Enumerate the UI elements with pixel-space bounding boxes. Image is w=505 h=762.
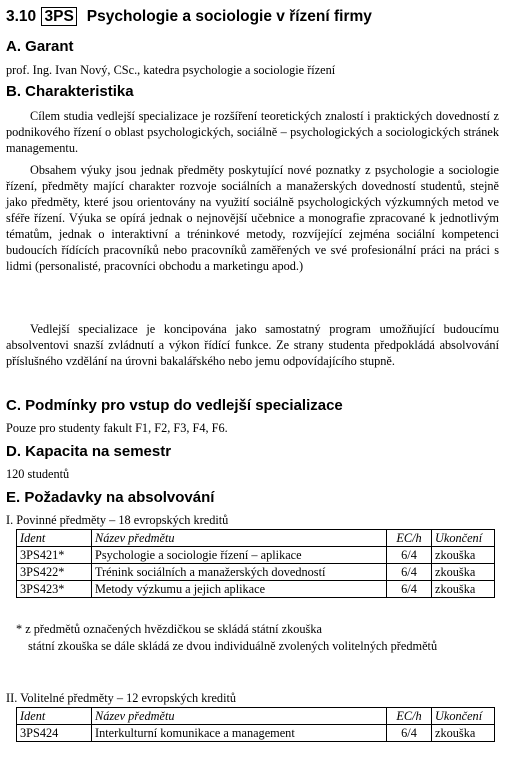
column-header-ech: EC/h — [387, 708, 432, 725]
heading-kapacita: D. Kapacita na semestr — [6, 443, 172, 460]
row-end: zkouška — [432, 581, 495, 598]
mandatory-subjects-table — [16, 529, 495, 598]
row-end: zkouška — [432, 547, 495, 564]
row-ech: 6/4 — [387, 547, 432, 564]
column-header-ech: EC/h — [387, 530, 432, 547]
row-ident: 3PS422* — [17, 564, 92, 581]
heading-pozadavky: E. Požadavky na absolvování — [6, 489, 215, 506]
row-name: Metody výzkumu a jejich aplikace — [92, 581, 387, 598]
column-header-ident: Ident — [17, 530, 92, 547]
row-name: Psychologie a sociologie řízení – aplikace — [92, 547, 387, 564]
table-header-row — [17, 530, 495, 547]
column-header-end: Ukončení — [432, 530, 495, 547]
state-exam-note: * z předmětů označených hvězdičkou se skládá státní zkouška — [16, 622, 322, 636]
charakteristika-paragraph-1: Cílem studia vedlejší specializace je rozšíření teoretických znalostí i praktických dovedností z podnikového řízení o oblast psychologických, sociálně – psychologických a sociologických stránek managementu. — [6, 109, 499, 155]
table-header-row — [17, 708, 495, 725]
kapacita-text: 120 studentů — [6, 467, 70, 481]
column-header-name: Název předmětu — [92, 708, 387, 725]
row-ech: 6/4 — [387, 725, 432, 742]
table-row — [17, 725, 495, 742]
row-name: Trénink sociálních a manažerských dovedností — [92, 564, 387, 581]
table-row — [17, 547, 495, 564]
specialization-title: Psychologie a sociologie v řízení firmy — [86, 8, 372, 25]
column-header-name: Název předmětu — [92, 530, 387, 547]
charakteristika-paragraph-3: Vedlejší specializace je koncipována jako samostatný program umožňující budoucímu absolventovi snazší zvládnutí a výkon řídící funkce. Ze strany studenta předpokládá absolvování příslušného vzdělání na úrovni bakalářského nebo jemu odpovídajícího stupně. — [6, 322, 499, 368]
podminky-text: Pouze pro studenty fakult F1, F2, F3, F4, F6. — [6, 421, 228, 435]
garant-text: prof. Ing. Ivan Nový, CSc., katedra psychologie a sociologie řízení — [6, 63, 336, 77]
page-title — [6, 8, 372, 26]
table-row — [17, 581, 495, 598]
row-ident: 3PS424 — [17, 725, 92, 742]
state-exam-note-detail: státní zkouška se dále skládá ze dvou individuálně zvolených volitelných předmětů — [28, 639, 438, 653]
row-ident: 3PS421* — [17, 547, 92, 564]
row-ident: 3PS423* — [17, 581, 92, 598]
heading-garant: A. Garant — [6, 38, 74, 55]
heading-podminky: C. Podmínky pro vstup do vedlejší specializace — [6, 397, 343, 414]
row-ech: 6/4 — [387, 581, 432, 598]
heading-charakteristika: B. Charakteristika — [6, 83, 134, 100]
row-ech: 6/4 — [387, 564, 432, 581]
column-header-ident: Ident — [17, 708, 92, 725]
column-header-end: Ukončení — [432, 708, 495, 725]
section-number: 3.10 — [6, 8, 37, 25]
elective-subjects-table — [16, 707, 495, 742]
row-end: zkouška — [432, 564, 495, 581]
elective-subjects-title: II. Volitelné předměty – 12 evropských kreditů — [6, 691, 237, 705]
mandatory-subjects-title: I. Povinné předměty – 18 evropských kreditů — [6, 513, 229, 527]
row-end: zkouška — [432, 725, 495, 742]
table-row — [17, 564, 495, 581]
specialization-code: 3PS — [41, 7, 76, 26]
row-name: Interkulturní komunikace a management — [92, 725, 387, 742]
charakteristika-paragraph-2: Obsahem výuky jsou jednak předměty poskytující nové poznatky z psychologie a sociologie řízení, předměty mající charakter rozvoje sociálních a manažerských dovedností studentů, stejně jako předměty, které jsou orientovány na využití sociálně psychologických výzkumných metod ve sféře řízení. Výuka se opírá jednak o nejnovější učebnice a monografie zpracované k jednotlivým tématům, jednak o interaktivní a tréninkové metody, rozvíjející zejména sociální kompetenci budoucích řídících pracovníků nebo pracovníků zaměřených ve své profesionální práci na práci s lidmi (personalisté, pracovníci obchodu a marketingu apod.) — [6, 163, 499, 273]
